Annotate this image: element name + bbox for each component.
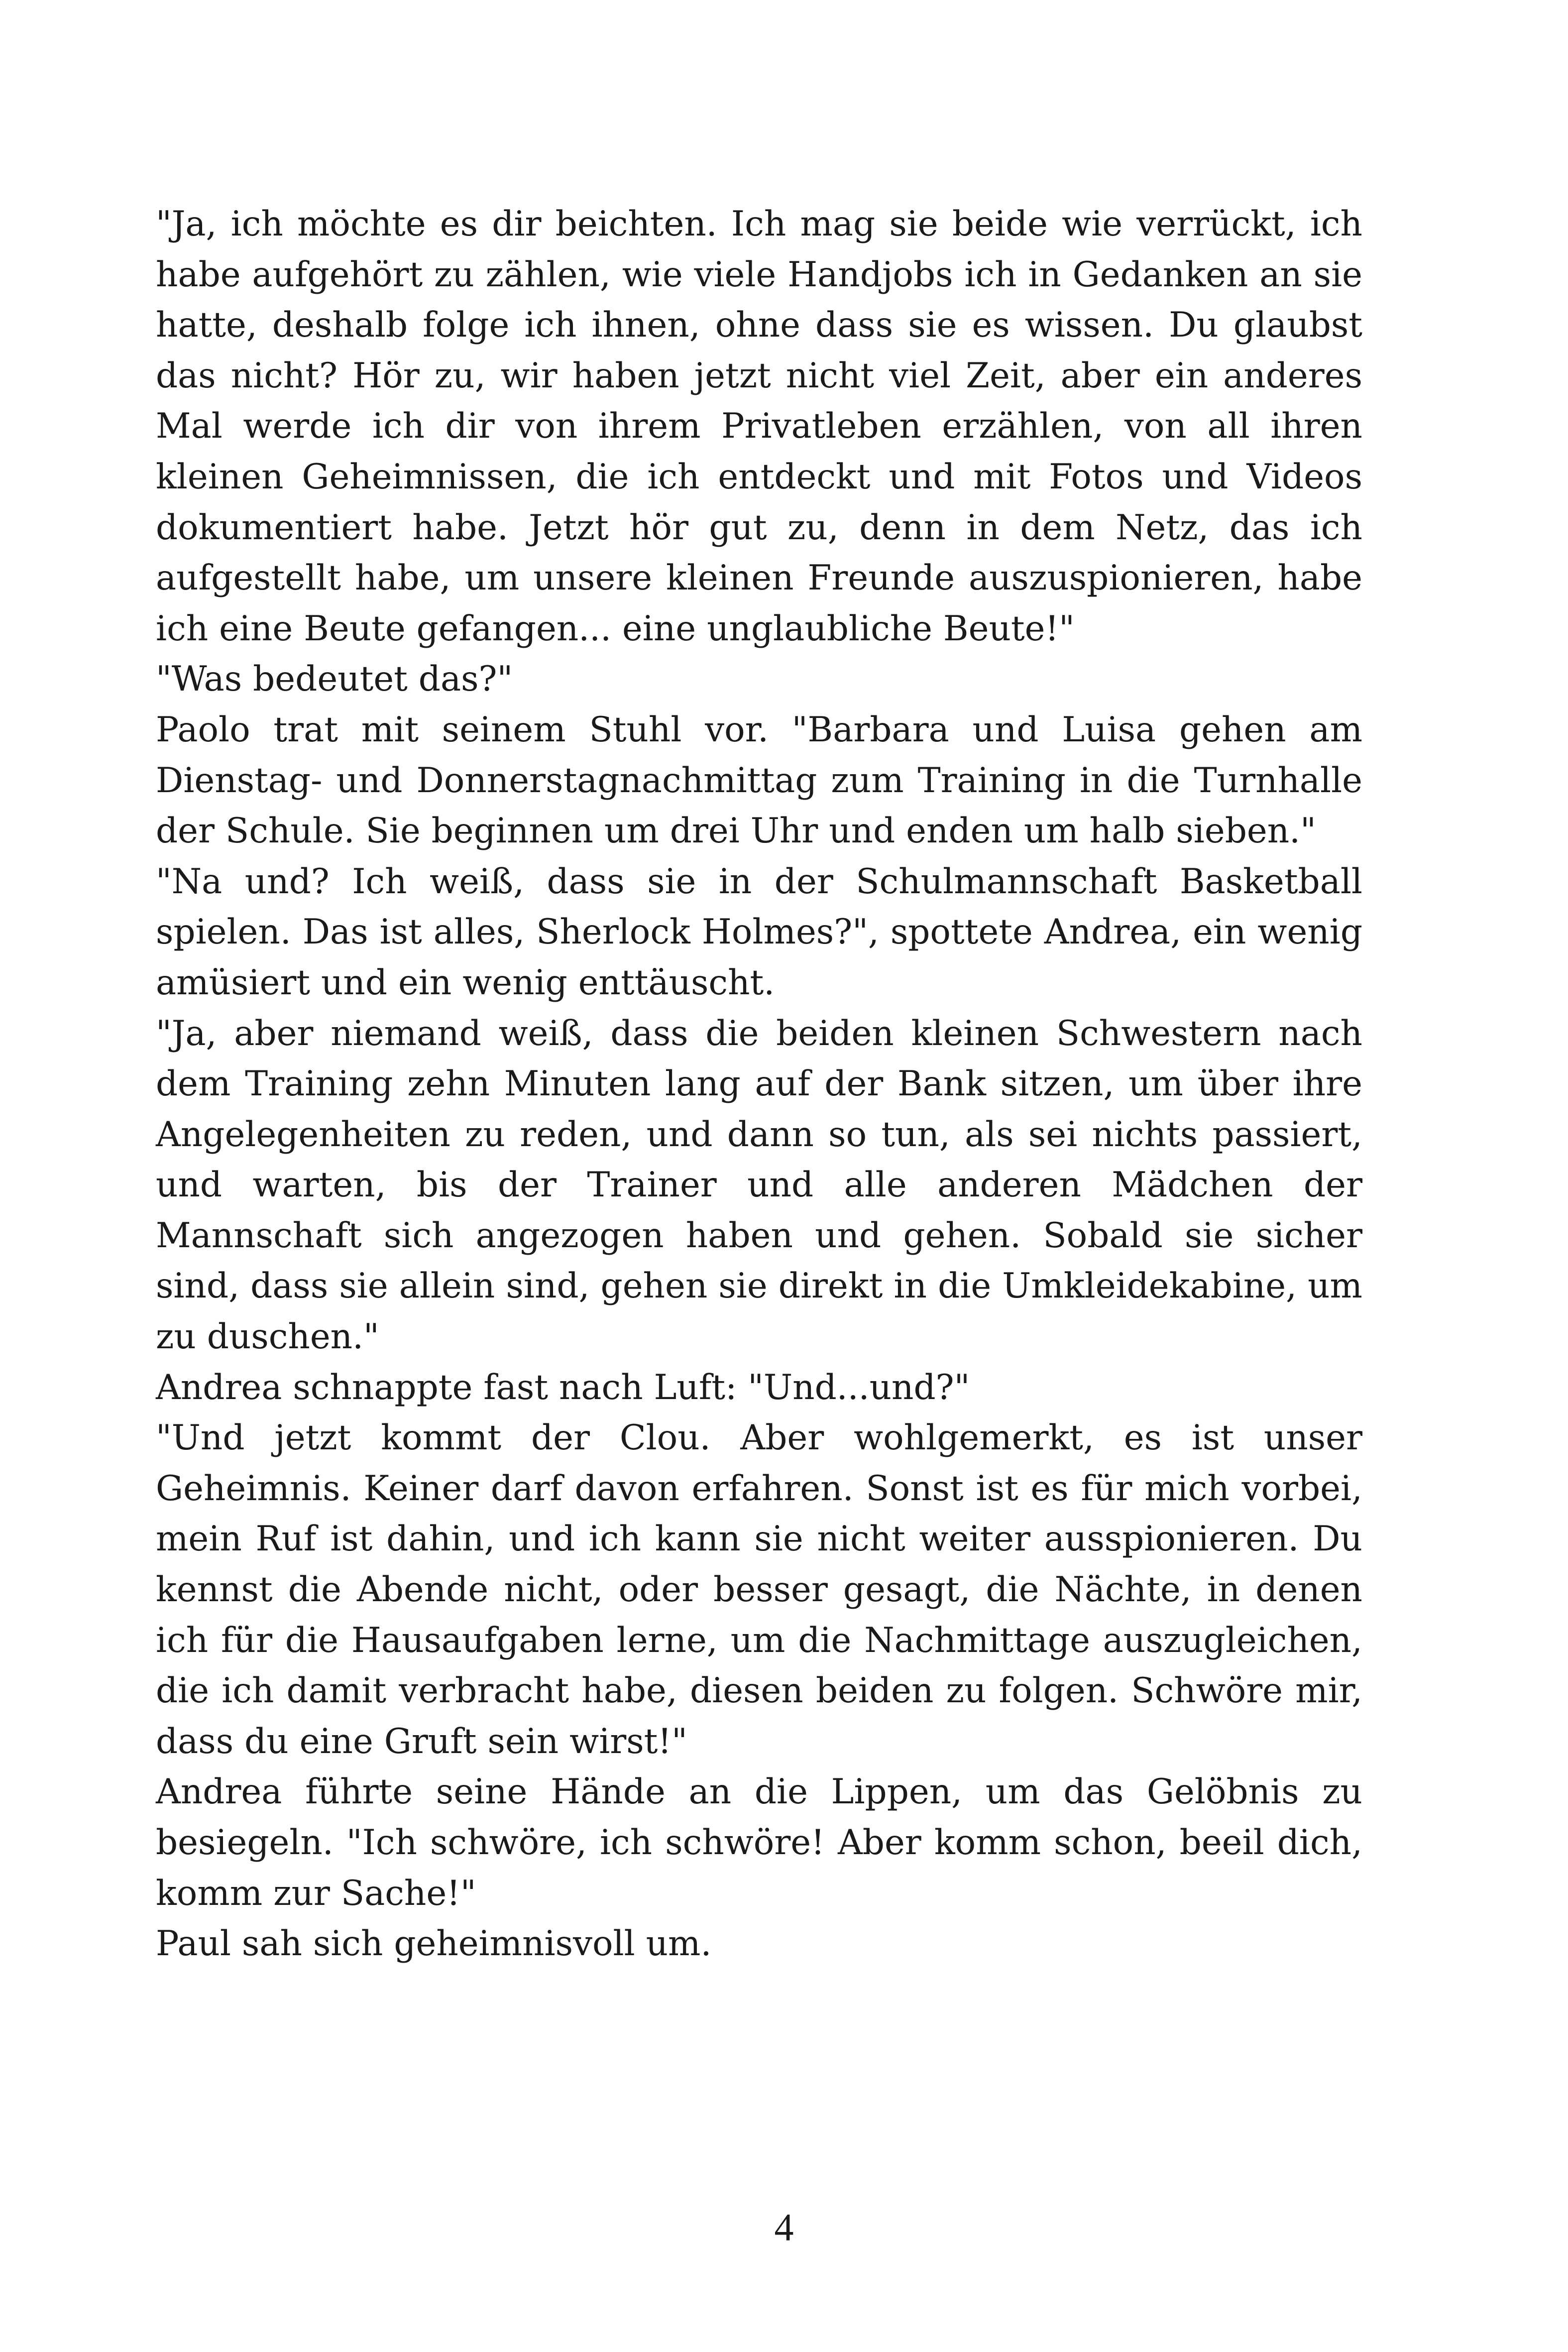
- page-number: 4: [774, 2206, 794, 2249]
- paragraph-1: "Ja, ich möchte es dir beichten. Ich mag sie beide wie verrückt, ich habe aufgehört zu zählen, wie viele Handjobs ich in Gedanken an sie hatte, deshalb folge ich ihnen, ohne dass sie es wissen. Du glaubst das nicht? Hör zu, wir haben jetzt nicht viel Zeit, aber ein anderes Mal werde ich dir von ihrem Privatleben erzählen, von all ihren kleinen Geheimnissen, die ich entdeckt und mit Fotos und Videos dokumentiert habe. Jetzt hör gut zu, denn in dem Netz, das ich aufgestellt habe, um unsere kleinen Freunde auszuspionieren, habe ich eine Beute gefangen... eine unglaubliche Beute!": [156, 204, 1362, 649]
- paragraph-7: "Und jetzt kommt der Clou. Aber wohlgemerkt, es ist unser Geheimnis. Keiner darf davon erfahren. Sonst ist es für mich vorbei, mein Ruf ist dahin, und ich kann sie nicht weiter ausspionieren. Du kennst die Abende nicht, oder besser gesagt, die Nächte, in denen ich für die Hausaufgaben lerne, um die Nachmittage auszugleichen, die ich damit verbracht habe, diesen beiden zu folgen. Schwöre mir, dass du eine Gruft sein wirst!": [156, 1418, 1362, 1762]
- paragraph-3: Paolo trat mit seinem Stuhl vor. "Barbara und Luisa gehen am Dienstag- und Donnerstagnachmittag zum Training in die Turnhalle der Schule. Sie beginnen um drei Uhr und enden um halb sieben.": [156, 709, 1362, 851]
- paragraph-4: "Na und? Ich weiß, dass sie in der Schulmannschaft Basketball spielen. Das ist alles, Sherlock Holmes?", spottete Andrea, ein wenig amüsiert und ein wenig enttäuscht.: [156, 861, 1362, 1003]
- paragraph-9: Paul sah sich geheimnisvoll um.: [156, 1924, 712, 1964]
- paragraph-6: Andrea schnappte fast nach Luft: "Und...und?": [156, 1367, 970, 1408]
- paragraph-8: Andrea führte seine Hände an die Lippen, um das Gelöbnis zu besiegeln. "Ich schwöre, ich schwöre! Aber komm schon, beeil dich, komm zur Sache!": [156, 1772, 1362, 1913]
- paragraph-2: "Was bedeutet das?": [156, 659, 513, 700]
- paragraph-5: "Ja, aber niemand weiß, dass die beiden kleinen Schwestern nach dem Training zehn Minuten lang auf der Bank sitzen, um über ihre Angelegenheiten zu reden, und dann so tun, als sei nichts passiert, und warten, bis der Trainer und alle anderen Mädchen der Mannschaft sich angezogen haben und gehen. Sobald sie sicher sind, dass sie allein sind, gehen sie direkt in die Umkleidekabine, um zu duschen.": [156, 1013, 1362, 1357]
- body-text: [156, 199, 1362, 1970]
